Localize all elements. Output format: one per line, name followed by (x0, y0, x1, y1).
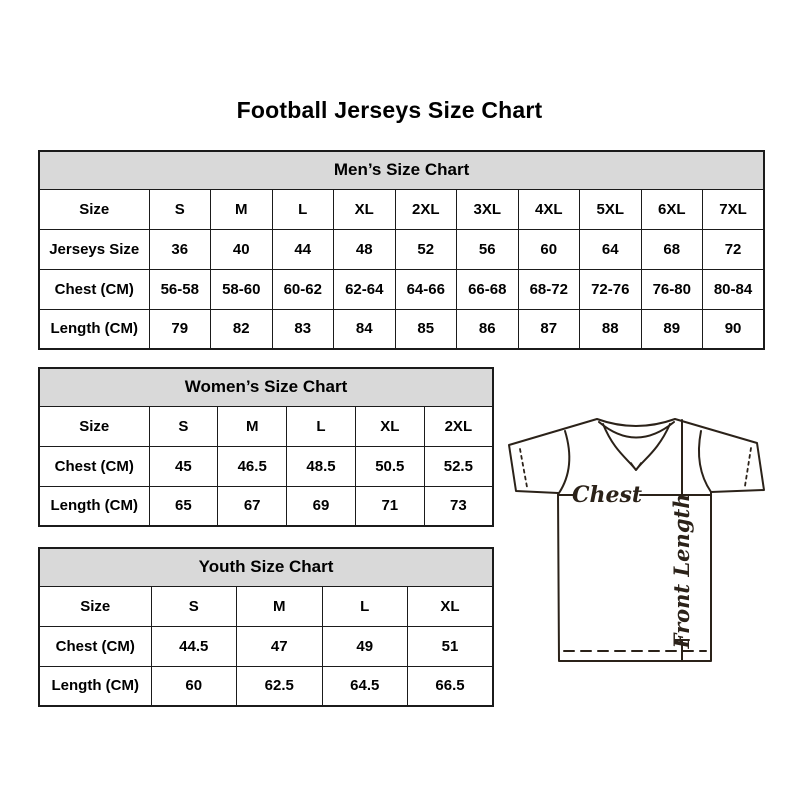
table-row (39, 229, 764, 269)
size-value-cell: 62.5 (237, 666, 323, 706)
collar-rib-arc (599, 422, 674, 438)
size-value-cell: 76-80 (641, 269, 703, 309)
front-length-label: Front Length (669, 493, 694, 649)
size-column-header: M (218, 406, 287, 446)
size-value-cell: 66-68 (457, 269, 519, 309)
row-label: Chest (CM) (39, 269, 149, 309)
size-value-cell: 80-84 (703, 269, 765, 309)
size-value-cell: 87 (518, 309, 580, 349)
size-value-cell: 64.5 (322, 666, 408, 706)
chest-label: Chest (571, 482, 643, 508)
table-row (39, 269, 764, 309)
table-section-row (39, 151, 764, 189)
size-value-cell: 84 (334, 309, 396, 349)
size-value-cell: 89 (641, 309, 703, 349)
size-value-cell: 79 (149, 309, 211, 349)
size-column-header: M (211, 189, 273, 229)
size-value-cell: 66.5 (408, 666, 494, 706)
size-value-cell: 62-64 (334, 269, 396, 309)
table-row (39, 666, 493, 706)
size-value-cell: 69 (287, 486, 356, 526)
table-section-row (39, 368, 493, 406)
size-value-cell: 83 (272, 309, 334, 349)
size-value-cell: 88 (580, 309, 642, 349)
youth-size-table (38, 547, 494, 707)
size-value-cell: 65 (149, 486, 218, 526)
jersey-outline (509, 419, 764, 661)
size-column-header: 3XL (457, 189, 519, 229)
size-value-cell: 47 (237, 626, 323, 666)
row-label-header: Size (39, 189, 149, 229)
size-value-cell: 52 (395, 229, 457, 269)
row-label: Jerseys Size (39, 229, 149, 269)
page-title: Football Jerseys Size Chart (236, 97, 543, 123)
size-value-cell: 52.5 (424, 446, 493, 486)
size-column-header: L (272, 189, 334, 229)
table-section-header: Women’s Size Chart (39, 368, 493, 406)
table-section-header: Youth Size Chart (39, 548, 493, 586)
mens-size-table-container (38, 150, 765, 350)
left-cuff-dashed-line (520, 449, 527, 487)
row-label: Chest (CM) (39, 446, 149, 486)
size-value-cell: 72 (703, 229, 765, 269)
size-column-header: XL (334, 189, 396, 229)
row-label: Length (CM) (39, 309, 149, 349)
size-value-cell: 58-60 (211, 269, 273, 309)
right-sleeve-seam (699, 431, 711, 492)
table-header-row (39, 189, 764, 229)
size-value-cell: 71 (355, 486, 424, 526)
size-value-cell: 82 (211, 309, 273, 349)
jersey-diagram (498, 393, 782, 699)
womens-size-table (38, 367, 494, 527)
size-column-header: L (287, 406, 356, 446)
table-row (39, 309, 764, 349)
size-value-cell: 72-76 (580, 269, 642, 309)
table-row (39, 486, 493, 526)
size-column-header: M (237, 586, 323, 626)
size-column-header: 4XL (518, 189, 580, 229)
size-column-header: 5XL (580, 189, 642, 229)
size-value-cell: 60 (151, 666, 237, 706)
row-label: Length (CM) (39, 666, 151, 706)
row-label-header: Size (39, 586, 151, 626)
size-value-cell: 90 (703, 309, 765, 349)
size-column-header: S (151, 586, 237, 626)
size-value-cell: 50.5 (355, 446, 424, 486)
right-cuff-dashed-line (745, 448, 751, 486)
womens-size-table-container (38, 367, 494, 527)
table-row (39, 446, 493, 486)
size-column-header: XL (408, 586, 494, 626)
size-column-header: S (149, 189, 211, 229)
size-column-header: S (149, 406, 218, 446)
size-column-header: 2XL (424, 406, 493, 446)
table-header-row (39, 586, 493, 626)
size-value-cell: 36 (149, 229, 211, 269)
size-value-cell: 48 (334, 229, 396, 269)
size-value-cell: 64-66 (395, 269, 457, 309)
size-value-cell: 60 (518, 229, 580, 269)
row-label: Chest (CM) (39, 626, 151, 666)
size-value-cell: 67 (218, 486, 287, 526)
size-value-cell: 45 (149, 446, 218, 486)
size-column-header: 7XL (703, 189, 765, 229)
size-value-cell: 49 (322, 626, 408, 666)
table-section-header: Men’s Size Chart (39, 151, 764, 189)
size-column-header: XL (355, 406, 424, 446)
size-value-cell: 73 (424, 486, 493, 526)
size-value-cell: 60-62 (272, 269, 334, 309)
table-section-row (39, 548, 493, 586)
left-sleeve-seam (559, 431, 569, 493)
size-column-header: 6XL (641, 189, 703, 229)
size-value-cell: 68 (641, 229, 703, 269)
table-header-row (39, 406, 493, 446)
mens-size-table (38, 150, 765, 350)
size-column-header: 2XL (395, 189, 457, 229)
size-value-cell: 85 (395, 309, 457, 349)
youth-size-table-container (38, 547, 494, 707)
size-value-cell: 44.5 (151, 626, 237, 666)
table-row (39, 626, 493, 666)
size-value-cell: 44 (272, 229, 334, 269)
size-value-cell: 40 (211, 229, 273, 269)
row-label: Length (CM) (39, 486, 149, 526)
size-value-cell: 56 (457, 229, 519, 269)
size-value-cell: 86 (457, 309, 519, 349)
size-value-cell: 46.5 (218, 446, 287, 486)
size-value-cell: 48.5 (287, 446, 356, 486)
size-value-cell: 68-72 (518, 269, 580, 309)
size-value-cell: 64 (580, 229, 642, 269)
size-value-cell: 51 (408, 626, 494, 666)
size-column-header: L (322, 586, 408, 626)
row-label-header: Size (39, 406, 149, 446)
size-value-cell: 56-58 (149, 269, 211, 309)
